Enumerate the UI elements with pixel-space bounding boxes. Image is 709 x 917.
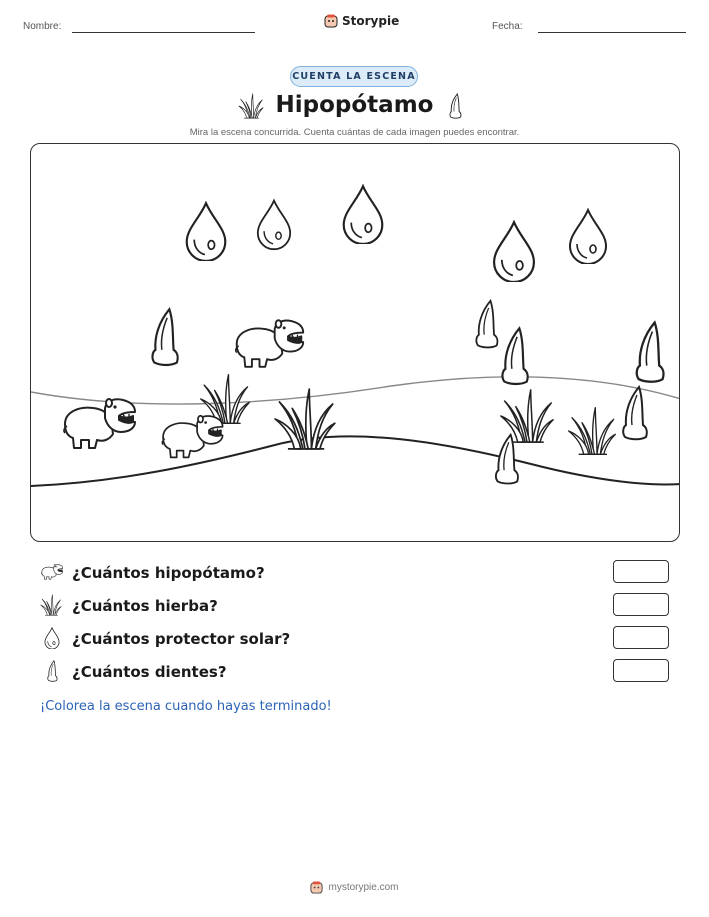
grass-4 <box>569 408 616 455</box>
drop-5 <box>570 210 606 264</box>
drop-icon <box>40 627 64 651</box>
drop-1 <box>187 203 226 261</box>
counting-scene <box>30 143 680 542</box>
question-text: ¿Cuántos hierba? <box>72 597 218 615</box>
tooth-4 <box>637 323 664 382</box>
coloring-note: ¡Colorea la escena cuando hayas terminado! <box>40 699 332 714</box>
date-label: Fecha: <box>492 21 523 32</box>
question-grass <box>40 593 680 619</box>
grass-3 <box>501 390 553 442</box>
brand-name: Storypie <box>342 14 400 28</box>
tooth-icon <box>40 660 64 684</box>
drop-2 <box>258 201 290 250</box>
tooth-5 <box>623 387 647 439</box>
instructions: Mira la escena concurrida. Cuenta cuántas de cada imagen puedes encontrar. <box>189 127 520 138</box>
answer-box-tooth[interactable] <box>613 659 669 682</box>
site-footer <box>0 881 709 894</box>
horizon-line <box>31 377 680 404</box>
activity-badge: CUENTA LA ESCENA <box>290 66 418 87</box>
site-url[interactable]: mystorypie.com <box>328 882 399 893</box>
hippo-2 <box>64 399 135 448</box>
question-drop <box>40 626 680 652</box>
grass-2 <box>275 389 335 449</box>
tooth-icon <box>448 93 462 119</box>
storypie-logo-icon <box>310 881 323 894</box>
storypie-logo-icon <box>324 14 338 28</box>
brand-logo <box>324 14 399 28</box>
answer-box-hippo[interactable] <box>613 560 669 583</box>
drop-4 <box>494 222 534 282</box>
hippo-3 <box>162 416 222 458</box>
hippo-1 <box>236 320 303 367</box>
hippo-icon <box>40 561 64 585</box>
question-text: ¿Cuántos dientes? <box>72 663 227 681</box>
question-tooth <box>40 659 680 685</box>
name-label: Nombre: <box>23 21 62 32</box>
question-text: ¿Cuántos protector solar? <box>72 630 291 648</box>
tooth-1 <box>152 309 177 365</box>
question-hippo <box>40 560 680 586</box>
page-title: Hipopótamo <box>275 92 434 118</box>
name-field[interactable] <box>72 32 255 33</box>
drop-3 <box>344 186 383 244</box>
date-field[interactable] <box>538 32 686 33</box>
question-text: ¿Cuántos hipopótamo? <box>72 564 265 582</box>
answer-box-drop[interactable] <box>613 626 669 649</box>
grass-icon <box>40 594 64 618</box>
scene-illustration <box>31 144 680 542</box>
tooth-3 <box>502 328 527 384</box>
tooth-2 <box>476 301 497 348</box>
answer-box-grass[interactable] <box>613 593 669 616</box>
